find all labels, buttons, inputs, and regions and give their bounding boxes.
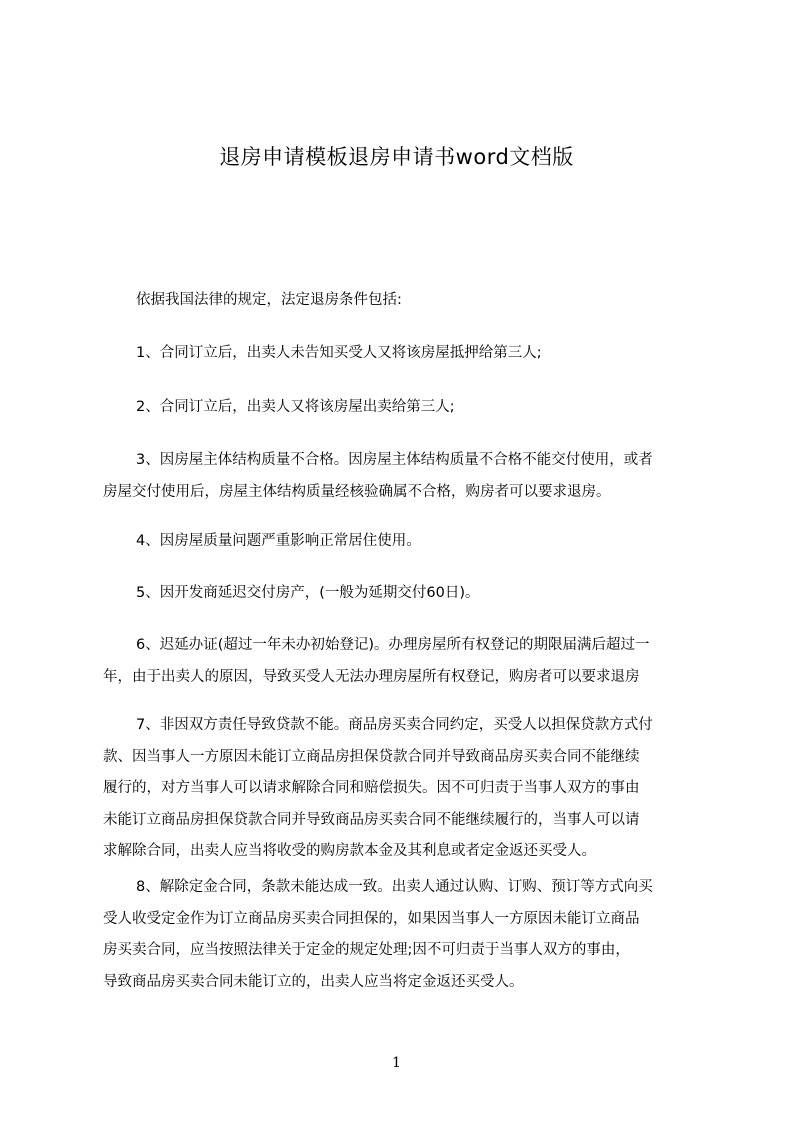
clause-3 (103, 445, 715, 508)
document-title: 退房申请模板退房申请书word文档版 (219, 145, 574, 169)
page-number: 1 (392, 1055, 401, 1071)
paragraph-line: 未能订立商品房担保贷款合同并导致商品房买卖合同不能继续履行的，当事人可以请 (103, 811, 640, 828)
paragraph-line: 导致商品房买卖合同未能订立的，出卖人应当将定金返还买受人。 (103, 973, 524, 990)
paragraph-line: 3、因房屋主体结构质量不合格。因房屋主体结构质量不合格不能交付使用，或者 (136, 452, 653, 468)
paragraph-line: 受人收受定金作为订立商品房买卖合同担保的，如果因当事人一方原因未能订立商品 (103, 910, 640, 927)
paragraph-line: 8、解除定金合同，条款未能达成一致。出卖人通过认购、订购、预订等方式向买 (136, 879, 653, 895)
paragraph-line: 房买卖合同，应当按照法律关于定金的规定处理;因不可归责于当事人双方的事由， (103, 942, 630, 958)
paragraph-line: 5、因开发商延迟交付房产，(一般为延期交付60日)。 (136, 585, 480, 601)
paragraph-line: 2、合同订立后，出卖人又将该房屋出卖给第三人; (136, 399, 455, 415)
paragraph-line: 依据我国法律的规定，法定退房条件包括: (136, 292, 402, 308)
clause-8 (103, 872, 715, 998)
paragraph-line: 7、非因双方责任导致贷款不能。商品房买卖合同约定，买受人以担保贷款方式付 (136, 717, 653, 733)
paragraph-line: 求解除合同，出卖人应当将收受的购房款本金及其利息或者定金返还买受人。 (103, 843, 596, 859)
clause-6 (103, 630, 715, 693)
paragraph-line: 款、因当事人一方原因未能订立商品房担保贷款合同并导致商品房买卖合同不能继续 (103, 748, 640, 765)
intro-paragraph (103, 285, 715, 317)
clause-7 (103, 710, 715, 868)
clause-1 (103, 338, 715, 370)
clause-4 (103, 526, 715, 558)
paragraph-line: 6、迟延办证(超过一年未办初始登记)。办理房屋所有权登记的期限届满后超过一 (136, 637, 650, 653)
clause-2 (103, 392, 715, 424)
paragraph-line: 房屋交付使用后，房屋主体结构质量经核验确属不合格，购房者可以要求退房。 (103, 483, 611, 500)
paragraph-line: 年，由于出卖人的原因，导致买受人无法办理房屋所有权登记，购房者可以要求退房 (103, 668, 640, 685)
paragraph-line: 4、因房屋质量问题严重影响正常居住使用。 (136, 533, 421, 549)
clause-5 (103, 578, 715, 610)
paragraph-line: 履行的，对方当事人可以请求解除合同和赔偿损失。因不可归责于当事人双方的事由 (103, 780, 640, 796)
paragraph-line: 1、合同订立后，出卖人未告知买受人又将该房屋抵押给第三人; (136, 345, 542, 361)
